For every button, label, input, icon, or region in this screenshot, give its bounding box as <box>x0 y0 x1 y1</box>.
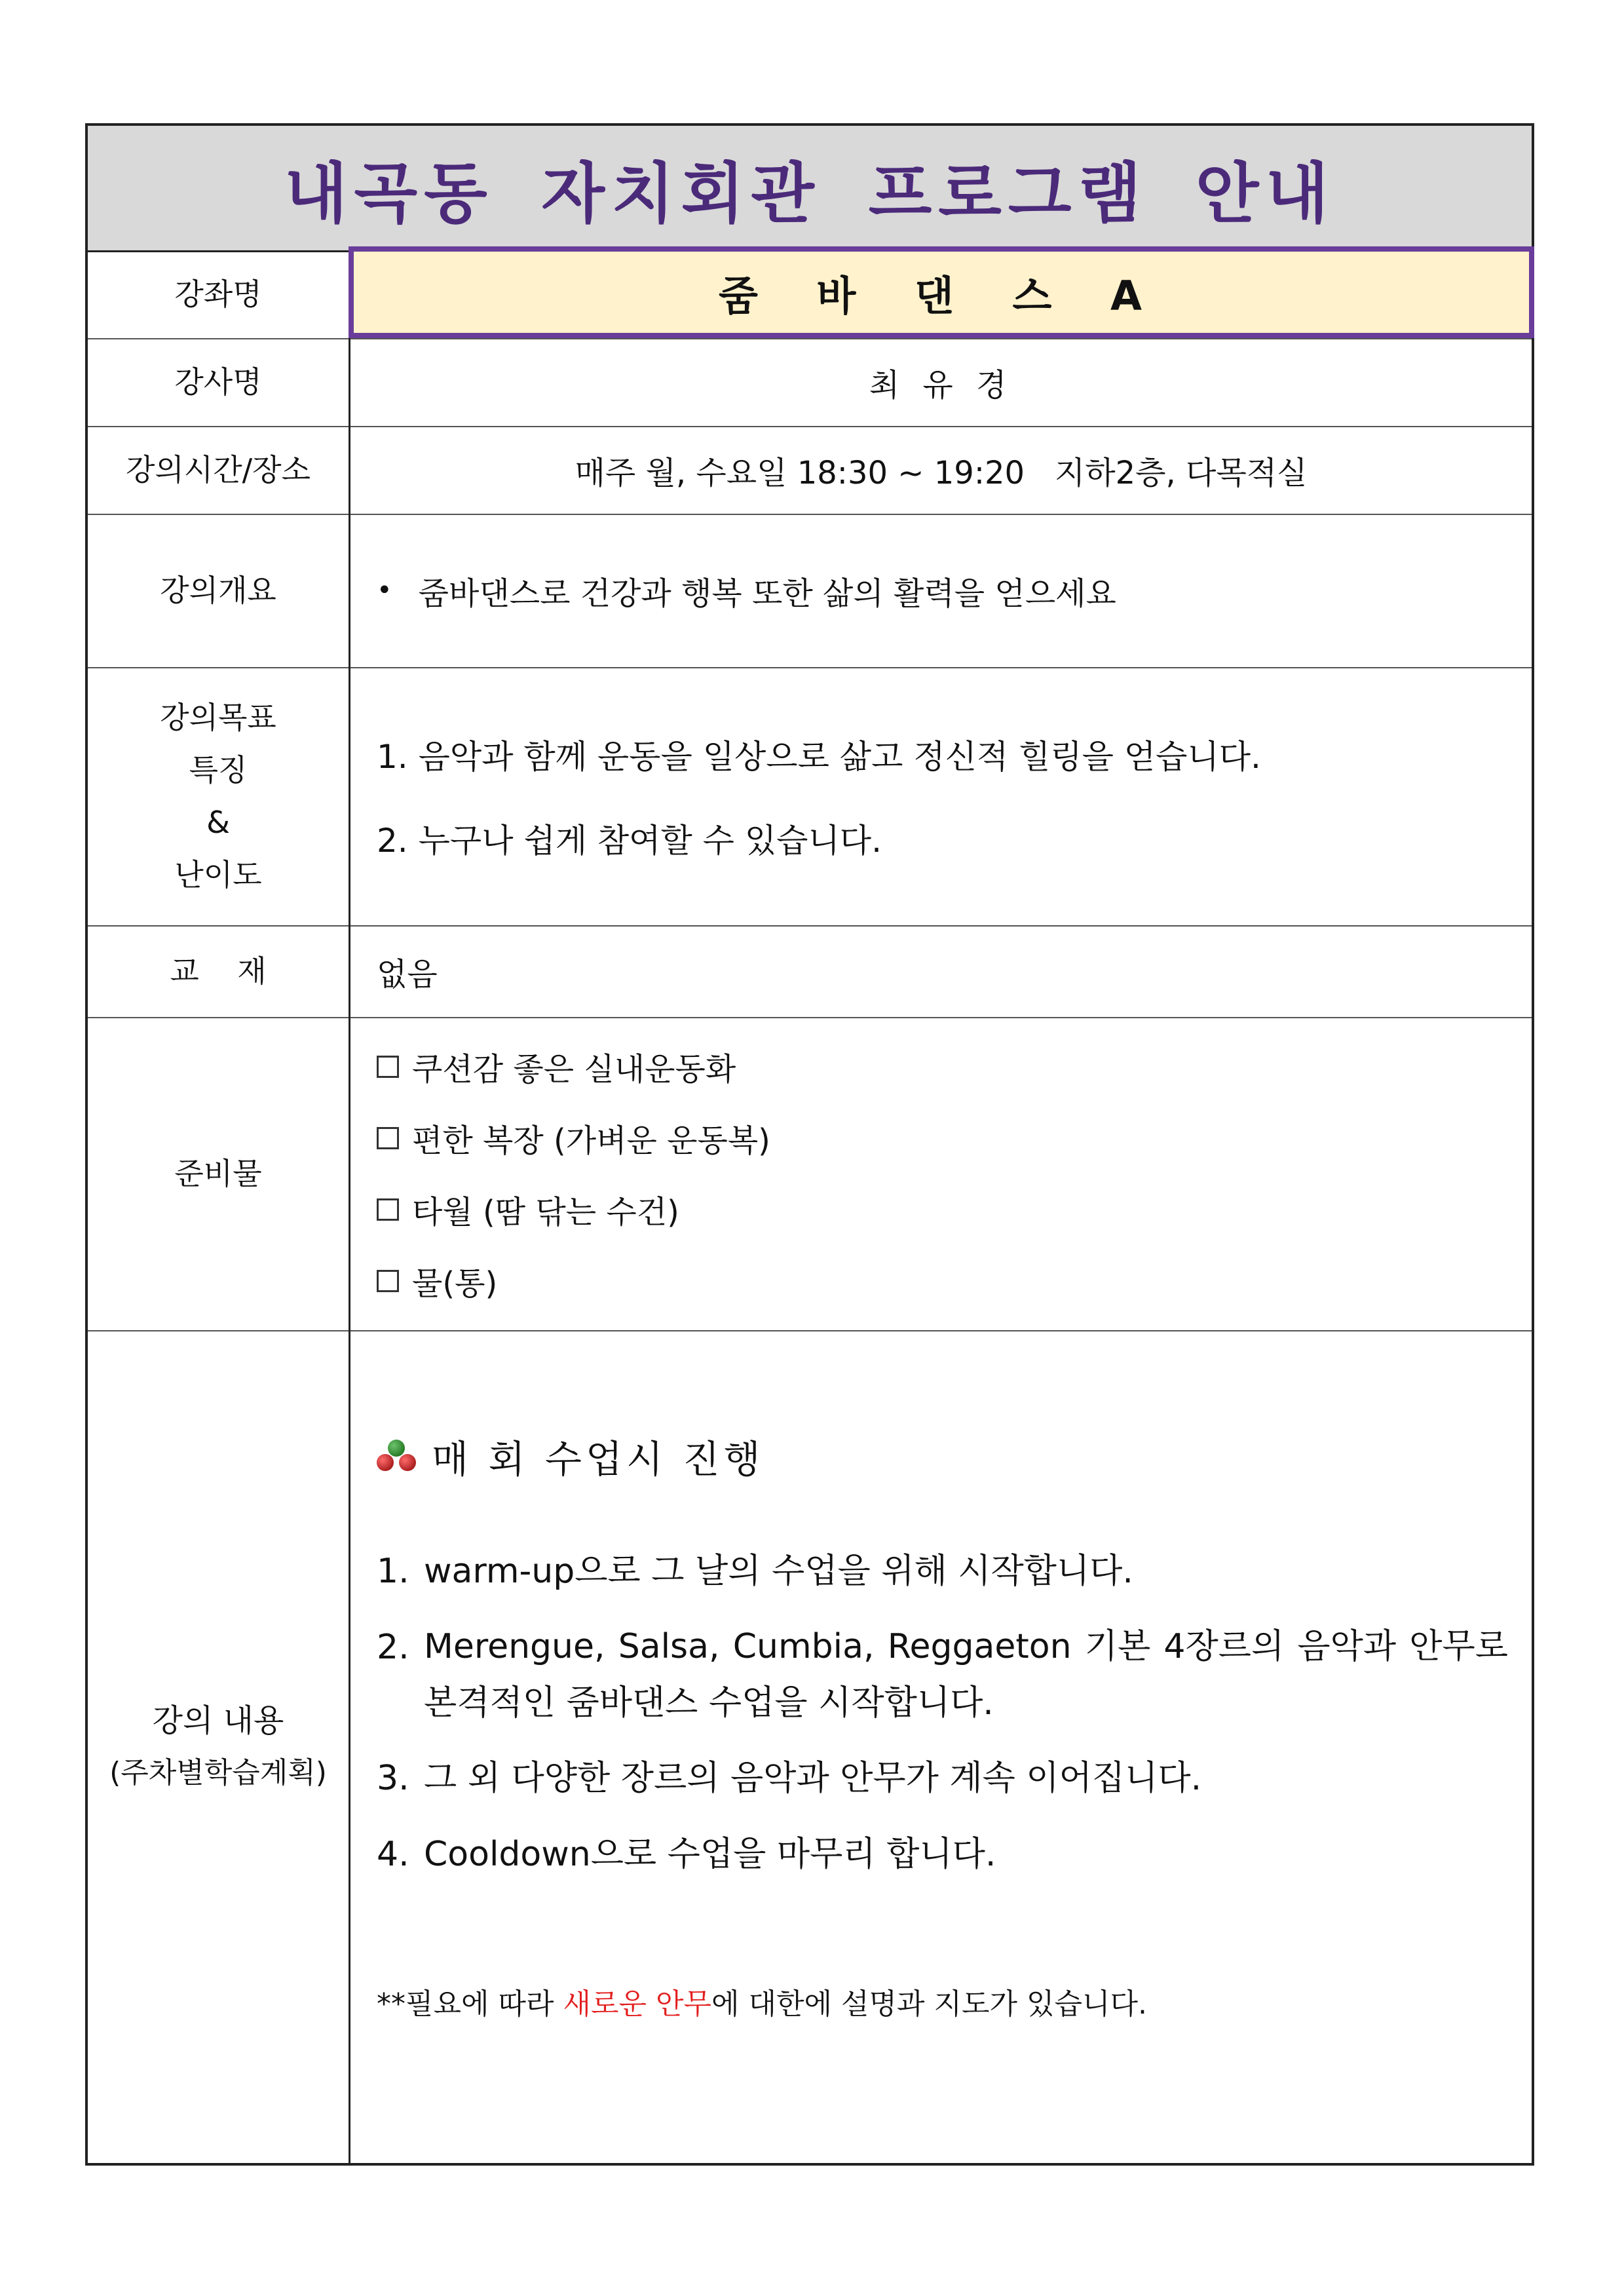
note-highlight: 새로운 안무 <box>563 1987 712 2021</box>
textbook-row <box>88 925 1532 1018</box>
item-text: 본격적인 줌바댄스 수업을 시작합니다. <box>424 1683 994 1723</box>
supplies-label: 준비물 <box>88 1017 350 1330</box>
content-list <box>377 1542 1509 1902</box>
schedule-value: 매주 월, 수요일 18:30 ~ 19:20 지하2층, 다목적실 <box>575 454 1308 491</box>
overview-row <box>88 514 1532 668</box>
item-text: 그 외 다양한 장르의 음악과 안무가 계속 이어집니다. <box>424 1759 1202 1798</box>
clover-icon <box>377 1440 416 1472</box>
goals-label-line: 난이도 <box>174 857 262 892</box>
overview-label: 강의개요 <box>88 514 350 667</box>
checkbox-icon <box>377 1056 399 1078</box>
supply-text: 쿠션감 좋은 실내운동화 <box>412 1051 736 1088</box>
content-item <box>377 1542 1509 1600</box>
item-number: 4. <box>377 1835 409 1874</box>
item-text: warm-up으로 그 날의 수업을 위해 시작합니다. <box>424 1552 1133 1591</box>
note-text <box>377 1980 1509 2022</box>
instructor-row <box>88 338 1532 427</box>
supply-text: 타월 (땀 닦는 수건) <box>412 1194 679 1231</box>
content-item <box>377 1618 1509 1731</box>
supplies-row <box>88 1017 1532 1331</box>
goals-label <box>88 667 350 925</box>
textbook-value: 없음 <box>377 955 438 993</box>
goal-item: 1. 음악과 함께 운동을 일상으로 삶고 정신적 힐링을 얻습니다. <box>377 738 1261 776</box>
item-text: Merengue, Salsa, Cumbia, Reggaeton 기본 4장르의 음악과 안무로 <box>424 1627 1508 1666</box>
checkbox-icon <box>377 1270 399 1292</box>
content-item <box>377 1826 1509 1883</box>
supply-text: 물(통) <box>412 1265 498 1302</box>
content-label-line: 강의 내용 <box>152 1702 284 1739</box>
course-name: 줌 바 댄 스 A <box>349 246 1534 338</box>
program-sheet <box>85 123 1534 2166</box>
goals-label-line: & <box>206 805 230 840</box>
checkbox-icon <box>377 1198 399 1221</box>
item-number: 1. <box>377 1552 409 1591</box>
schedule-row <box>88 426 1532 515</box>
content-label <box>88 1330 350 2163</box>
note-prefix: **필요에 따라 <box>377 1987 563 2021</box>
overview-text: 줌바댄스로 건강과 행복 또한 삶의 활력을 얻으세요 <box>418 575 1116 612</box>
item-text: Cooldown으로 수업을 마무리 합니다. <box>424 1835 996 1874</box>
textbook-label: 교 재 <box>88 925 350 1017</box>
note-suffix: 에 대한에 설명과 지도가 있습니다. <box>711 1987 1148 2021</box>
title-bar <box>88 126 1532 252</box>
goals-row <box>88 667 1532 927</box>
content-row <box>88 1330 1532 2163</box>
section-heading <box>377 1428 1509 1483</box>
instructor-name: 최 유 경 <box>869 366 1013 404</box>
supply-text: 편한 복장 (가벼운 운동복) <box>412 1122 770 1159</box>
supply-item <box>377 1258 1532 1303</box>
section-heading-text: 매 회 수업시 진행 <box>432 1437 765 1482</box>
item-number: 2. <box>377 1628 409 1667</box>
item-number: 3. <box>377 1759 409 1798</box>
supplies-list <box>350 1017 1532 1330</box>
goals-value <box>350 667 1532 925</box>
overview-value <box>350 514 1532 667</box>
checkbox-icon <box>377 1127 399 1149</box>
schedule-label: 강의시간/장소 <box>88 426 350 514</box>
goals-label-line: 강의목표 <box>160 700 276 735</box>
page-title: 내곡동 자치회관 프로그램 안내 <box>284 155 1336 232</box>
content-body <box>350 1330 1532 2163</box>
goals-label-line: 특징 <box>189 752 248 788</box>
goal-item: 2. 누구나 쉽게 참여할 수 있습니다. <box>377 822 882 860</box>
content-item <box>377 1750 1509 1807</box>
course-label: 강좌명 <box>88 250 350 338</box>
bullet-icon: • <box>377 575 392 605</box>
instructor-label: 강사명 <box>88 338 350 426</box>
content-label-line: (주차별학습계획) <box>109 1755 327 1789</box>
supply-item <box>377 1044 1532 1089</box>
supply-item <box>377 1115 1532 1160</box>
supply-item <box>377 1187 1532 1232</box>
